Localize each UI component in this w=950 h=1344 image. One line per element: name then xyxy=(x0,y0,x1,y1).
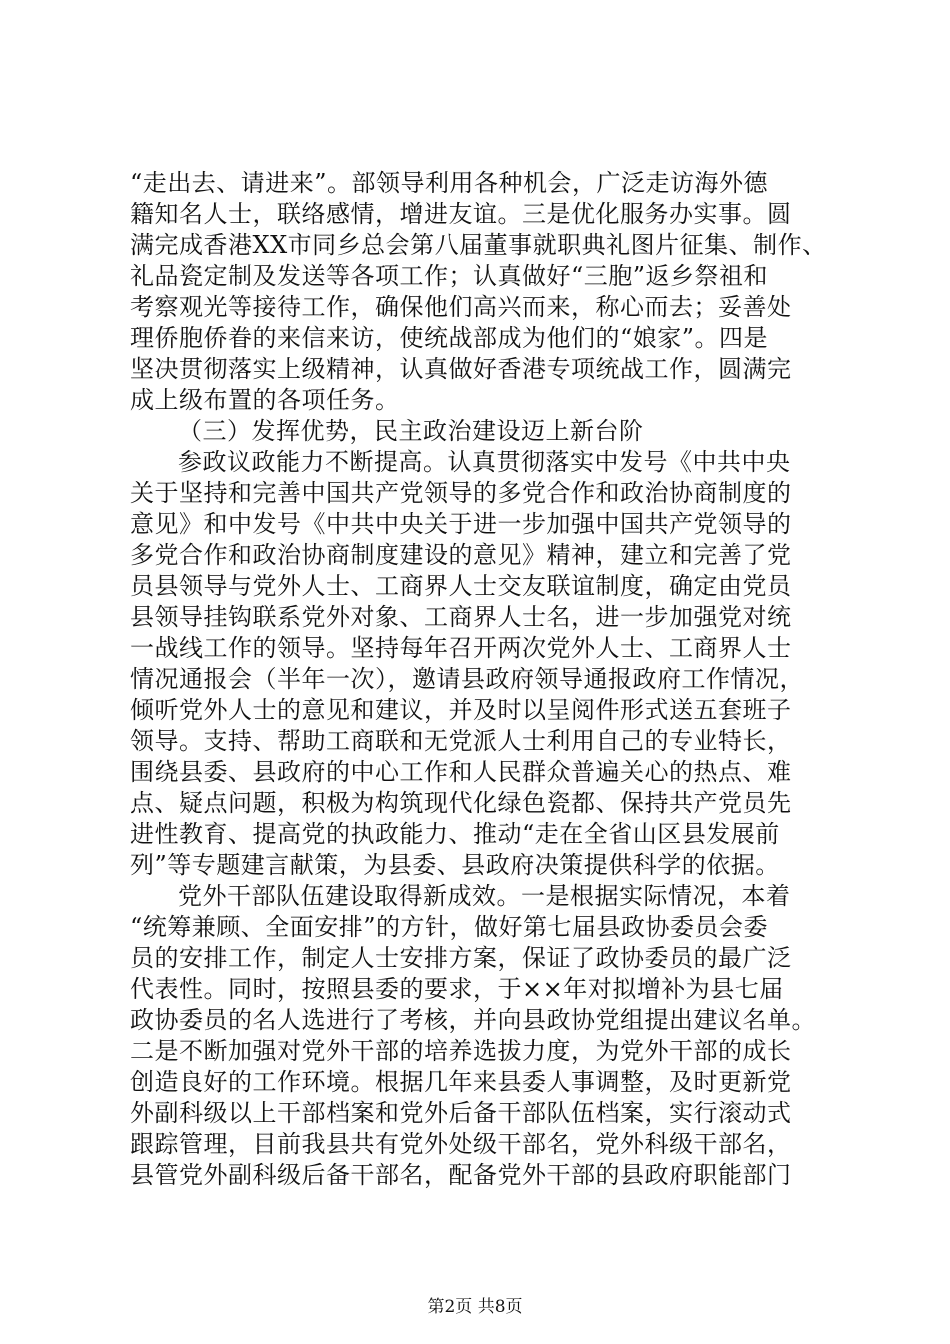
text-line: 关于坚持和完善中国共产党领导的多党合作和政治协商制度的 xyxy=(130,479,792,507)
text-line: 满完成香港XX市同乡总会第八届董事就职典礼图片征集、制作、 xyxy=(130,231,827,259)
text-line: 外副科级以上干部档案和党外后备干部队伍档案，实行滚动式 xyxy=(130,1099,792,1127)
text-line: 进性教育、提高党的执政能力、推动“走在全省山区县发展前 xyxy=(130,820,780,848)
text-line: 一战线工作的领导。坚持每年召开两次党外人士、工商界人士 xyxy=(130,634,792,662)
text-line: 多党合作和政治协商制度建设的意见》精神，建立和完善了党 xyxy=(130,541,792,569)
text-line: 意见》和中发号《中共中央关于进一步加强中国共产党领导的 xyxy=(130,510,792,538)
text-line: 政协委员的名人选进行了考核，并向县政协党组提出建议名单。 xyxy=(130,1006,816,1034)
text-line: 考察观光等接待工作，确保他们高兴而来，称心而去；妥善处 xyxy=(130,293,792,321)
text-line: 点、疑点问题，积极为构筑现代化绿色瓷都、保持共产党员先 xyxy=(130,789,792,817)
text-line: 理侨胞侨眷的来信来访，使统战部成为他们的“娘家”。四是 xyxy=(130,324,769,352)
text-line: 县管党外副科级后备干部名，配备党外干部的县政府职能部门 xyxy=(130,1161,792,1189)
text-line: 跟踪管理，目前我县共有党外处级干部名，党外科级干部名， xyxy=(130,1130,792,1158)
text-line: 围绕县委、县政府的中心工作和人民群众普遍关心的热点、难 xyxy=(130,758,792,786)
text-line: 礼品瓷定制及发送等各项工作；认真做好“三胞”返乡祭祖和 xyxy=(130,262,769,290)
page-footer xyxy=(0,1296,950,1318)
text-line: 籍知名人士，联络感情，增进友谊。三是优化服务办实事。圆 xyxy=(130,200,792,228)
text-line: 领导。支持、帮助工商联和无党派人士利用自己的专业特长， xyxy=(130,727,792,755)
text-line: 二是不断加强对党外干部的培养选拔力度，为党外干部的成长 xyxy=(130,1037,792,1065)
text-line: “统筹兼顾、全面安排”的方针，做好第七届县政协委员会委 xyxy=(130,913,769,941)
text-line: 成上级布置的各项任务。 xyxy=(130,386,400,414)
paragraph-start-line: 党外干部队伍建设取得新成效。一是根据实际情况，本着 xyxy=(178,882,791,910)
text-line: 创造良好的工作环境。根据几年来县委人事调整，及时更新党 xyxy=(130,1068,792,1096)
text-line: 代表性。同时，按照县委的要求，于××年对拟增补为县七届 xyxy=(130,975,784,1003)
page-number: 第2页 共8页 xyxy=(427,1297,523,1317)
text-line: 坚决贯彻落实上级精神，认真做好香港专项统战工作，圆满完 xyxy=(130,355,792,383)
text-line: 列”等专题建言献策，为县委、县政府决策提供科学的依据。 xyxy=(130,851,780,879)
paragraph-start-line: 参政议政能力不断提高。认真贯彻落实中发号《中共中央 xyxy=(178,448,791,476)
text-line: 倾听党外人士的意见和建议，并及时以呈阅件形式送五套班子 xyxy=(130,696,792,724)
text-line: “走出去、请进来”。部领导利用各种机会，广泛走访海外德 xyxy=(130,169,769,197)
text-line: 县领导挂钩联系党外对象、工商界人士名，进一步加强党对统 xyxy=(130,603,792,631)
text-line: 情况通报会（半年一次），邀请县政府领导通报政府工作情况， xyxy=(130,665,804,693)
section-heading: （三）发挥优势，民主政治建设迈上新台阶 xyxy=(178,417,644,445)
text-line: 员县领导与党外人士、工商界人士交友联谊制度，确定由党员 xyxy=(130,572,792,600)
text-line: 员的安排工作，制定人士安排方案，保证了政协委员的最广泛 xyxy=(130,944,792,972)
body-text xyxy=(130,168,830,1191)
